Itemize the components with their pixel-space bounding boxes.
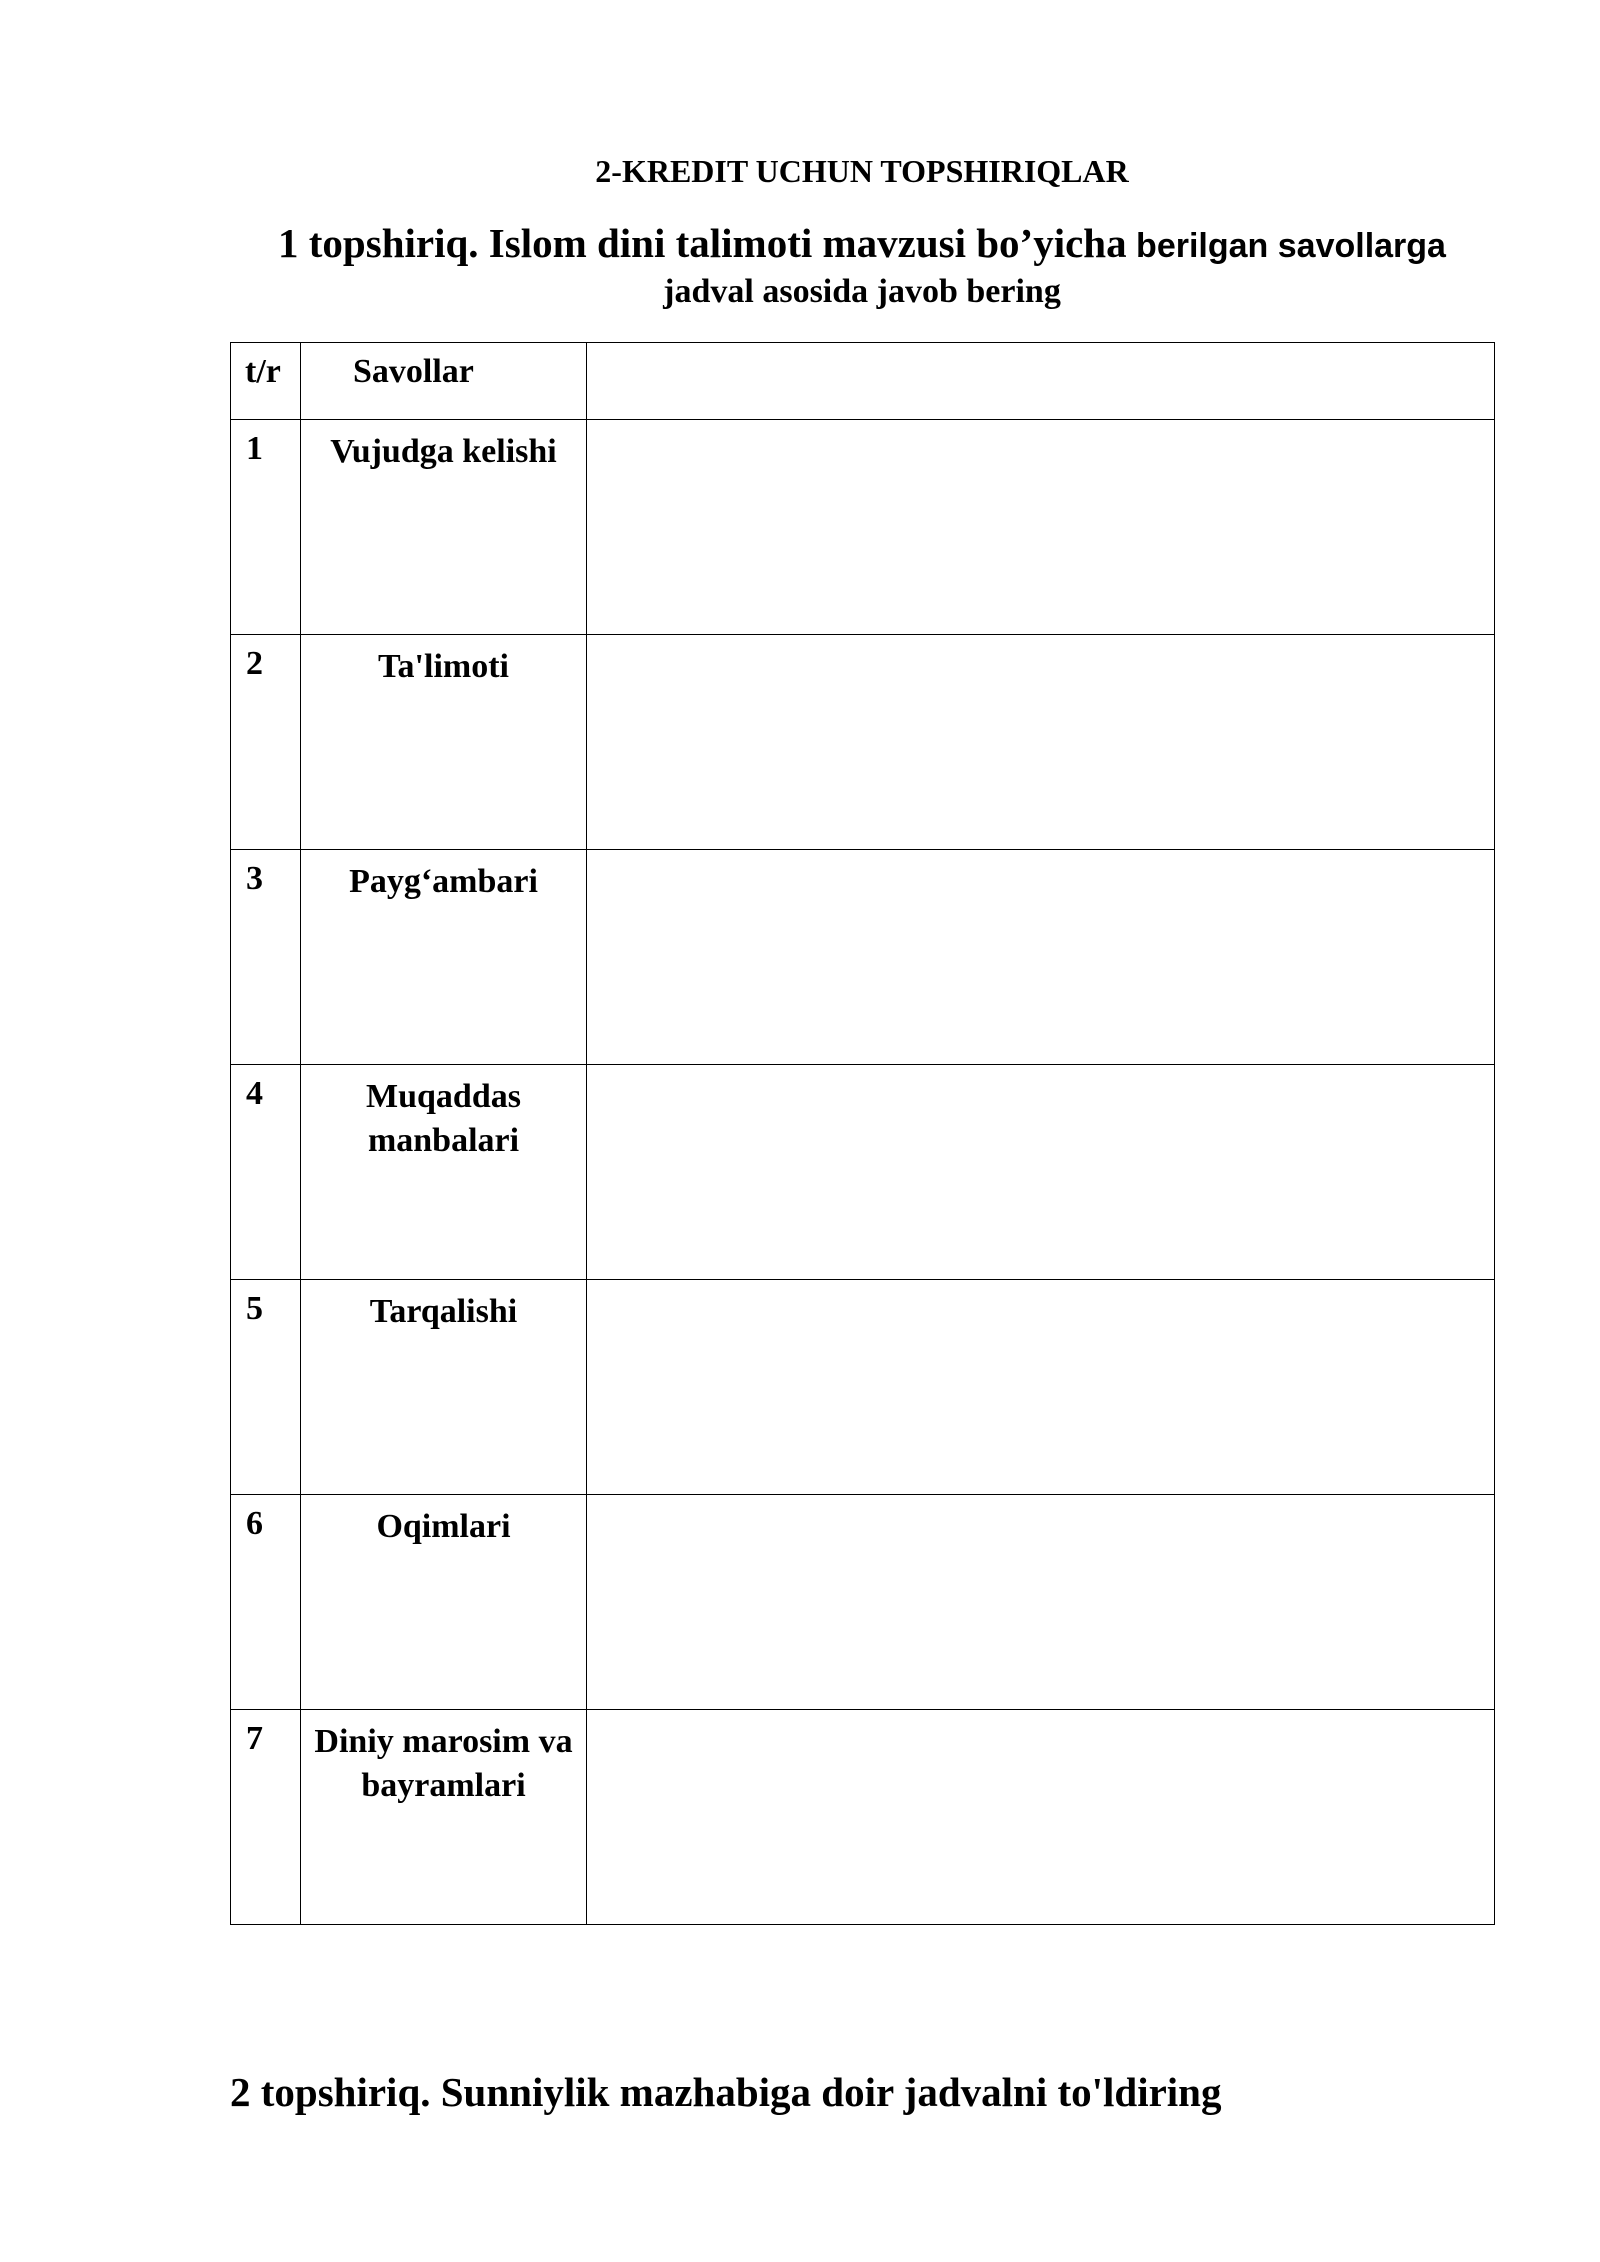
header-num: t/r (231, 343, 301, 420)
row-num: 3 (231, 850, 301, 1065)
row-question: Tarqalishi (301, 1280, 587, 1495)
row-answer-cell[interactable] (587, 1495, 1495, 1710)
row-question: Vujudga kelishi (301, 420, 587, 635)
row-num: 7 (231, 1710, 301, 1925)
row-answer-cell[interactable] (587, 420, 1495, 635)
row-answer-cell[interactable] (587, 1710, 1495, 1925)
row-question: Diniy marosim va bayramlari (301, 1710, 587, 1925)
table-row (231, 1065, 1495, 1280)
task1-title-tail: berilgan savollarga (1126, 227, 1446, 265)
table-row (231, 420, 1495, 635)
row-num: 1 (231, 420, 301, 635)
page-heading: 2-KREDIT UCHUN TOPSHIRIQLAR (595, 153, 1129, 189)
task1-title (230, 218, 1494, 314)
row-question: Muqaddas manbalari (301, 1065, 587, 1280)
header-answer (587, 343, 1495, 420)
row-question: Ta'limoti (301, 635, 587, 850)
row-question: Payg‘ambari (301, 850, 587, 1065)
table-row (231, 850, 1495, 1065)
row-answer-cell[interactable] (587, 850, 1495, 1065)
row-question: Oqimlari (301, 1495, 587, 1710)
row-answer-cell[interactable] (587, 1280, 1495, 1495)
row-answer-cell[interactable] (587, 635, 1495, 850)
task1-title-main: 1 topshiriq. Islom dini talimoti mavzusi bo’yicha (278, 220, 1127, 266)
task2-title: 2 topshiriq. Sunniylik mazhabiga doir jadvalni to'ldiring (230, 2069, 1222, 2115)
row-num: 5 (231, 1280, 301, 1495)
row-num: 6 (231, 1495, 301, 1710)
row-num: 2 (231, 635, 301, 850)
row-answer-cell[interactable] (587, 1065, 1495, 1280)
table-row (231, 635, 1495, 850)
table-header-row (231, 343, 1495, 420)
table-row (231, 1495, 1495, 1710)
row-num: 4 (231, 1065, 301, 1280)
table-row (231, 1710, 1495, 1925)
questions-table (230, 342, 1495, 1925)
table-row (231, 1280, 1495, 1495)
task1-title-line2: jadval asosida javob bering (663, 273, 1061, 311)
header-question: Savollar (301, 343, 587, 420)
